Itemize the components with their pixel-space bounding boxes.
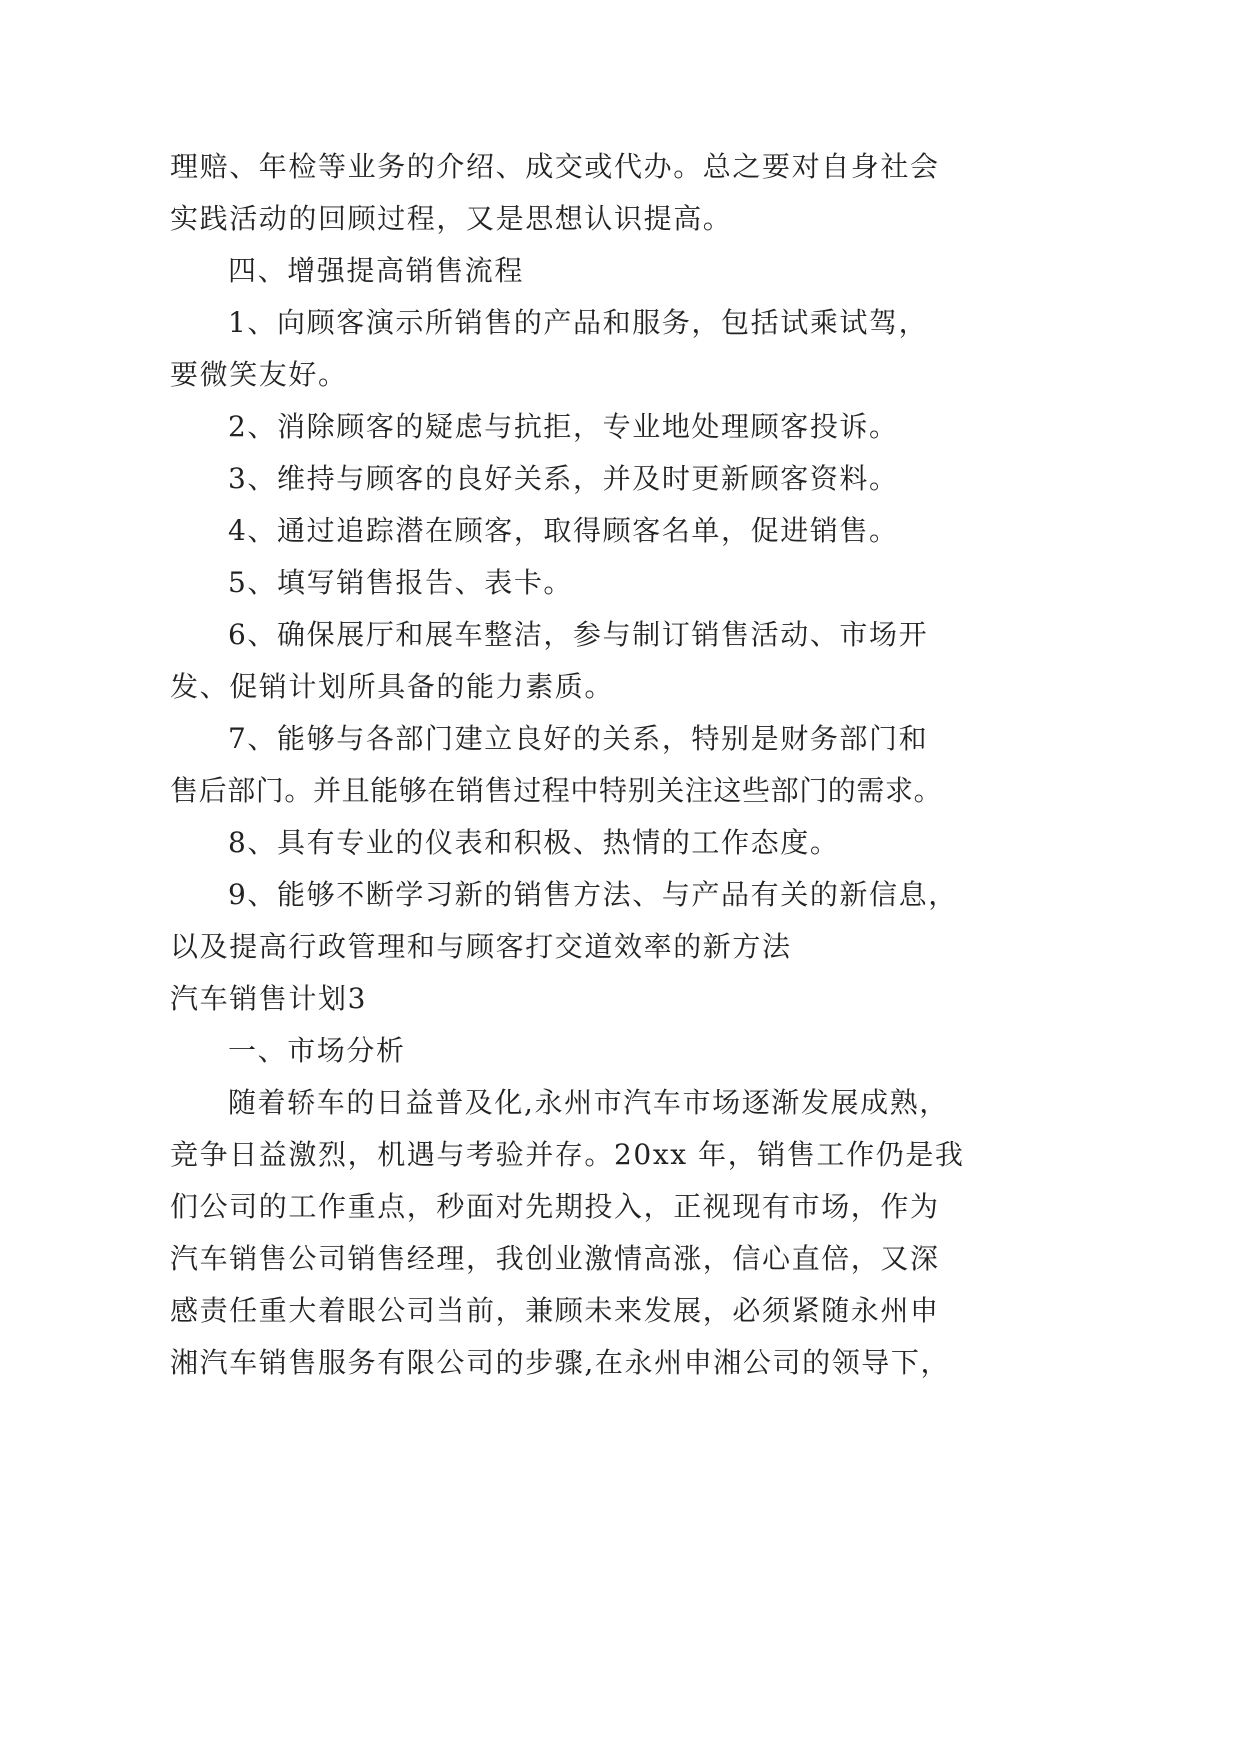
body-line: 们公司的工作重点，秒面对先期投入，正视现有市场，作为 xyxy=(170,1190,940,1223)
body-line: 感责任重大着眼公司当前，兼顾未来发展，必须紧随永州申 xyxy=(170,1294,940,1327)
list-item-4: 4、通过追踪潜在顾客，取得顾客名单，促进销售。 xyxy=(228,514,899,547)
body-line: 售后部门。并且能够在销售过程中特别关注这些部门的需求。 xyxy=(170,774,943,807)
body-line: 理赔、年检等业务的介绍、成交或代办。总之要对自身社会 xyxy=(170,150,940,183)
body-line: 发、促销计划所具备的能力素质。 xyxy=(170,670,615,703)
section-heading: 四、增强提高销售流程 xyxy=(228,254,525,287)
body-line: 以及提高行政管理和与顾客打交道效率的新方法 xyxy=(170,930,792,963)
list-item-2: 2、消除顾客的疑虑与抗拒，专业地处理顾客投诉。 xyxy=(228,410,899,443)
list-item-9: 9、能够不断学习新的销售方法、与产品有关的新信息， xyxy=(228,878,958,911)
paragraph-first-line: 随着轿车的日益普及化,永州市汽车市场逐渐发展成熟， xyxy=(228,1086,949,1119)
list-item-5: 5、填写销售报告、表卡。 xyxy=(228,566,574,599)
list-item-6: 6、确保展厅和展车整洁，参与制订销售活动、市场开 xyxy=(228,618,929,651)
body-line: 汽车销售公司销售经理，我创业激情高涨，信心直倍，又深 xyxy=(170,1242,940,1275)
list-item-7: 7、能够与各部门建立良好的关系，特别是财务部门和 xyxy=(228,722,929,755)
body-line: 竞争日益激烈，机遇与考验并存。20xx 年，销售工作仍是我 xyxy=(170,1138,965,1171)
list-item-1: 1、向顾客演示所销售的产品和服务，包括试乘试驾， xyxy=(228,306,929,339)
body-line: 实践活动的回顾过程，又是思想认识提高。 xyxy=(170,202,733,235)
section-heading: 一、市场分析 xyxy=(228,1034,406,1067)
document-section-title: 汽车销售计划3 xyxy=(170,982,368,1015)
body-line: 湘汽车销售服务有限公司的步骤,在永州申湘公司的领导下， xyxy=(170,1346,951,1379)
document-body xyxy=(170,141,1070,1389)
list-item-8: 8、具有专业的仪表和积极、热情的工作态度。 xyxy=(228,826,840,859)
body-line: 要微笑友好。 xyxy=(170,358,348,391)
list-item-3: 3、维持与顾客的良好关系，并及时更新顾客资料。 xyxy=(228,462,899,495)
